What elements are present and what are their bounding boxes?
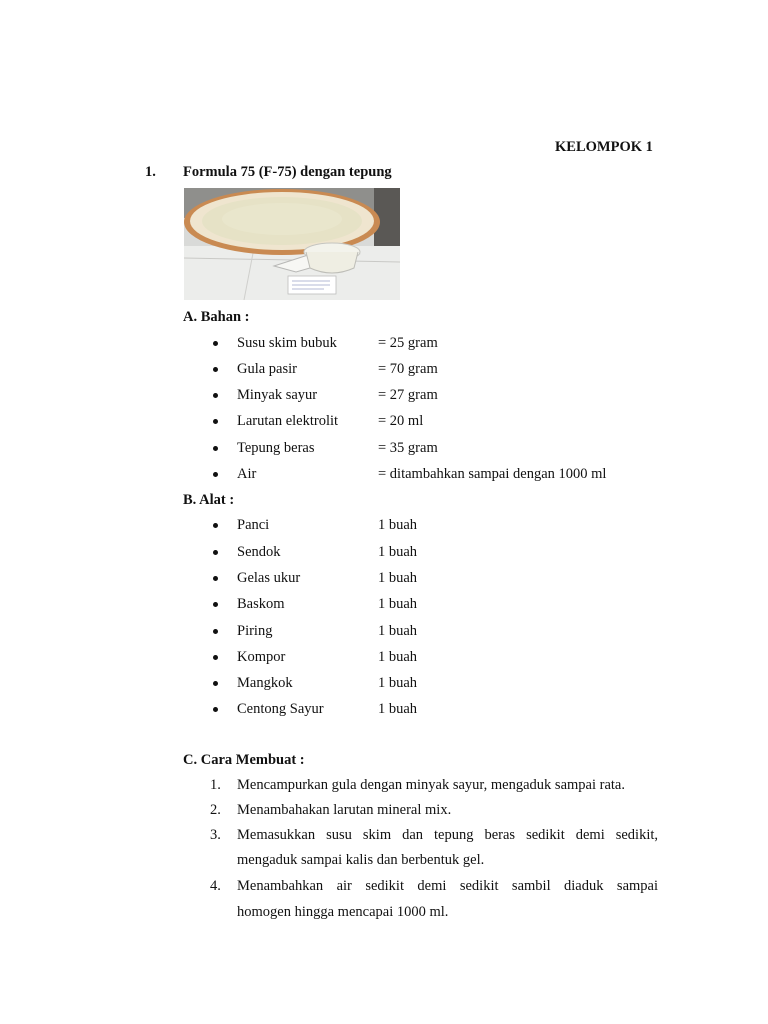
step-text-continued: mengaduk sampai kalis dan berbentuk gel. xyxy=(237,852,485,868)
group-label: KELOMPOK 1 xyxy=(555,139,653,155)
bullet-icon xyxy=(213,393,218,398)
bullet-icon xyxy=(213,523,218,528)
bahan-item-value: = 20 ml xyxy=(378,413,424,429)
alat-item-value: 1 buah xyxy=(378,701,418,717)
bullet-icon xyxy=(213,602,218,607)
bullet-icon xyxy=(213,367,218,372)
bullet-icon xyxy=(213,655,218,660)
step-text: Menambahkan air sedikit demi sedikit sambil diaduk sampai xyxy=(237,878,658,894)
bullet-icon xyxy=(213,681,218,686)
step-number: 1. xyxy=(210,777,221,793)
bullet-icon xyxy=(213,576,218,581)
step-text: Memasukkan susu skim dan tepung beras sedikit demi sedikit, xyxy=(237,827,658,843)
step-number: 4. xyxy=(210,878,221,894)
bahan-item-name: Air xyxy=(237,466,257,482)
plate-and-glass-image xyxy=(184,188,400,300)
step-number: 2. xyxy=(210,802,221,818)
alat-item-name: Kompor xyxy=(237,649,286,665)
bahan-item-value: = 35 gram xyxy=(378,440,438,456)
bahan-item-value: = ditambahkan sampai dengan 1000 ml xyxy=(378,466,607,482)
bahan-item-value: = 70 gram xyxy=(378,361,438,377)
alat-item-name: Piring xyxy=(237,623,273,639)
step-text-continued: homogen hingga mencapai 1000 ml. xyxy=(237,904,449,920)
alat-item-name: Panci xyxy=(237,517,270,533)
bahan-item-value: = 27 gram xyxy=(378,387,438,403)
alat-item-value: 1 buah xyxy=(378,596,418,612)
alat-item-name: Mangkok xyxy=(237,675,293,691)
bahan-heading: A. Bahan : xyxy=(183,309,250,325)
cara-heading: C. Cara Membuat : xyxy=(183,752,305,768)
bullet-icon xyxy=(213,550,218,555)
section-title: Formula 75 (F-75) dengan tepung xyxy=(183,164,392,180)
bahan-item-name: Tepung beras xyxy=(237,440,315,456)
bahan-item-name: Susu skim bubuk xyxy=(237,335,337,351)
alat-item-value: 1 buah xyxy=(378,675,418,691)
alat-item-name: Sendok xyxy=(237,544,281,560)
section-number: 1. xyxy=(145,164,156,180)
alat-item-name: Centong Sayur xyxy=(237,701,324,717)
bahan-item-name: Minyak sayur xyxy=(237,387,318,403)
step-number: 3. xyxy=(210,827,221,843)
alat-item-value: 1 buah xyxy=(378,623,418,639)
alat-item-value: 1 buah xyxy=(378,517,418,533)
bullet-icon xyxy=(213,446,218,451)
alat-item-name: Gelas ukur xyxy=(237,570,301,586)
alat-heading: B. Alat : xyxy=(183,492,235,508)
alat-item-value: 1 buah xyxy=(378,544,418,560)
bullet-icon xyxy=(213,472,218,477)
bullet-icon xyxy=(213,629,218,634)
step-text: Menambahakan larutan mineral mix. xyxy=(237,802,452,818)
bahan-item-name: Gula pasir xyxy=(237,361,297,377)
alat-item-value: 1 buah xyxy=(378,570,418,586)
bahan-item-value: = 25 gram xyxy=(378,335,438,351)
bullet-icon xyxy=(213,419,218,424)
step-text: Mencampurkan gula dengan minyak sayur, mengaduk sampai rata. xyxy=(237,777,625,793)
formula-photo xyxy=(184,188,400,300)
bahan-item-name: Larutan elektrolit xyxy=(237,413,339,429)
alat-item-name: Baskom xyxy=(237,596,285,612)
bullet-icon xyxy=(213,341,218,346)
bullet-icon xyxy=(213,707,218,712)
alat-item-value: 1 buah xyxy=(378,649,418,665)
